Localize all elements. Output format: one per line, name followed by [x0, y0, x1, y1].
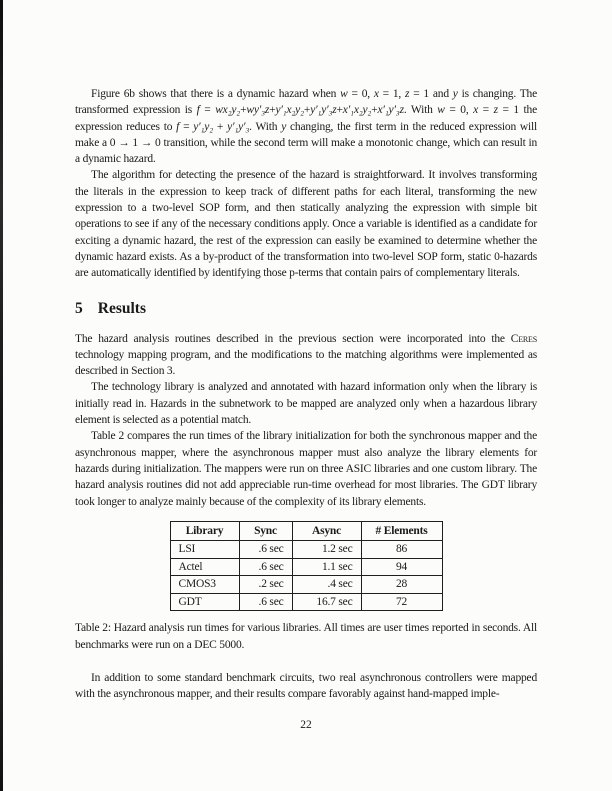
table-cell: 1.1 sec: [292, 558, 361, 576]
table-row: [170, 541, 442, 559]
paragraph-ceres-incorporation: The hazard analysis routines described in the previous section were incorporated into the Ceres technology mapping program, and the modifications to the matching algorithms were implemented as described in Section 3.: [75, 332, 537, 378]
table-cell: 72: [361, 593, 442, 611]
paragraph-technology-library: The technology library is analyzed and annotated with hazard information only when the library is initially read in. Hazards in the subnetwork to be mapped are analyzed only when a hazardous library element is selected as a potential match.: [75, 381, 537, 427]
paragraph-table2-discussion: Table 2 compares the run times of the library initialization for both the synchronous mapper and the asynchronous mapper, where the asynchronous mapper must also analyze the library elements for hazards during initialization. The mappers were run on three ASIC libraries and one custom library. The hazard analysis routines did not add appreciable run-time overhead for most libraries. The GDT library took longer to analyze mainly because of the complexity of its library elements.: [75, 430, 537, 508]
paragraph-dynamic-hazard: Figure 6b shows that there is a dynamic hazard when w = 0, x = 1, z = 1 and y is changing. The transformed expression is f = wx₂y₂+wy′₃z+y′₁x₂y₂+y′₁y′₃z+x′₁x₂y₂+x′₁y′₃z. With w = 0, x = z = 1 the expression reduces to f = y′₁y₂ + y′₁y′₃. With y changing, the first term in the reduced expression will make a 0 → 1 → 0 transition, while the second term will make a monotonic change, which can result in a dynamic hazard.: [75, 88, 537, 166]
table-cell: 94: [361, 558, 442, 576]
paragraph-algorithm: The algorithm for detecting the presence of the hazard is straightforward. It involves transforming the literals in the expression to keep track of different paths for each literal, transforming the new expression to a two-level SOP form, and then statically analyzing the expression with simple bit operations to see if any of the necessary conditions apply. Once a variable is identified as a candidate for exciting a dynamic hazard, the rest of the expression can easily be examined to determine whether the dynamic hazard exists. As a by-product of the transformation into two-level SOP form, static 0-hazards are automatically identified by identifying those p-terms that contain pairs of complementary literals.: [75, 169, 537, 280]
table-header-row: [170, 521, 442, 541]
column-header-elements: # Elements: [361, 521, 442, 541]
column-header-library: Library: [170, 521, 239, 541]
column-header-async: Async: [292, 521, 361, 541]
paragraph-benchmarks: In addition to some standard benchmark circuits, two real asynchronous controllers were mapped with the asynchronous mapper, and their results compare favorably against hand-mapped imple-: [75, 671, 537, 701]
section-number: 5: [75, 299, 83, 317]
run-times-table-body: [170, 541, 442, 611]
table-cell: 1.2 sec: [292, 541, 361, 559]
table-row: [170, 558, 442, 576]
table-cell: 16.7 sec: [292, 593, 361, 611]
table-caption: Table 2: Hazard analysis run times for various libraries. All times are user times reported in seconds. All benchmarks were run on a DEC 5000.: [75, 622, 537, 651]
table-cell: .2 sec: [239, 576, 292, 594]
table-cell: Actel: [170, 558, 239, 576]
table-cell: .4 sec: [292, 576, 361, 594]
page-number: 22: [300, 719, 312, 731]
table-cell: 86: [361, 541, 442, 559]
table-cell: .6 sec: [239, 593, 292, 611]
run-times-table: [170, 521, 443, 612]
section-title: Results: [97, 299, 146, 317]
table-cell: .6 sec: [239, 558, 292, 576]
table-cell: GDT: [170, 593, 239, 611]
table-cell: 28: [361, 576, 442, 594]
scan-artifact-left-edge: [0, 0, 3, 791]
table-cell: LSI: [170, 541, 239, 559]
column-header-sync: Sync: [239, 521, 292, 541]
table-row: [170, 593, 442, 611]
table-cell: CMOS3: [170, 576, 239, 594]
run-times-table-header: [170, 521, 442, 541]
table-cell: .6 sec: [239, 541, 292, 559]
section-heading-results: [75, 300, 537, 318]
table-row: [170, 576, 442, 594]
page-content: [75, 86, 537, 703]
